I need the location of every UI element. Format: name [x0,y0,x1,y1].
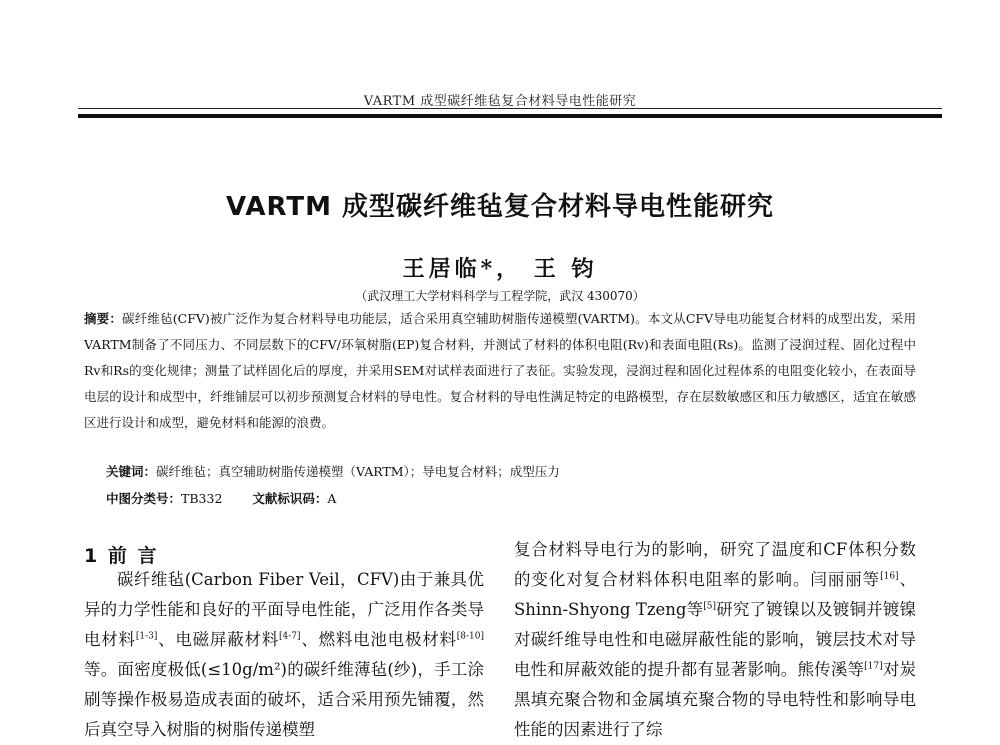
left-text-4: 等。面密度极低(≤10g/m²)的碳纤维薄毡(纱)，手工涂刷等操作极易造成表面的破坏，适合采用预先铺覆，然后真空导入树脂的树脂传递模塑 [84,660,484,739]
citation: [16] [880,571,899,582]
right-text-4: 对炭黑填充聚合物和金属填充聚合物的导电特性和影响导电性能的因素进行了综 [514,660,917,739]
doc-code-value: A [327,491,337,506]
paper-authors: 王居临*， 王 钧 [402,256,598,282]
left-text-1: 碳纤维毡(Carbon Fiber Veil，CFV)由于兼具优异的力学性能和良好的平面导电性能，广泛用作各类导电材料 [84,570,484,649]
classification [106,489,916,507]
body-right-column [514,535,916,745]
citation: [1-3] [135,631,158,642]
keywords [106,462,916,480]
right-text-1: 复合材料导电行为的影响，研究了温度和CF体积分数的变化对复合材料体积电阻率的影响。闫丽丽等 [514,540,916,589]
abstract [84,306,916,436]
paper-title: VARTM 成型碳纤维毡复合材料导电性能研究 [226,192,774,222]
abstract-text: 碳纤维毡(CFV)被广泛作为复合材料导电功能层，适合采用真空辅助树脂传递模塑(VARTM)。本文从CFV导电功能复合材料的成型出发，采用VARTM制备了不同压力、不同层数下的CFV/环氧树脂(EP)复合材料，并测试了材料的体积电阻(Rv)和表面电阻(Rs)。监测了浸润过程、固化过程中Rv和Rs的变化规律；测量了试样固化后的厚度，并采用SEM对试样表面进行了表征。实验发现，浸润过程和固化过程体系的电阻变化较小，在表面导电层的设计和成型中，纤维铺层可以初步预测复合材料的导电性。复合材料的导电性满足特定的电路模型，存在层数敏感区和压力敏感区，适宜在敏感区进行设计和成型，避免材料和能源的浪费。 [84,311,916,430]
clc-value: TB332 [181,491,223,506]
citation: [17] [864,661,883,672]
body-left-column [84,565,484,745]
left-text-3: 、燃料电池电极材料 [300,630,457,649]
running-head: VARTM 成型碳纤维毡复合材料导电性能研究 [363,94,637,109]
citation: [4-7] [279,631,301,642]
section-heading: 1 前 言 [84,545,159,567]
abstract-label: 摘要： [84,311,123,326]
keywords-label: 关键词： [106,464,157,479]
citation: [8-10] [456,631,485,642]
right-text-2: 、Shinn-Shyong Tzeng等 [514,570,917,619]
clc-label: 中图分类号： [106,491,182,506]
header-rule-thick [78,114,942,118]
right-text-3: 研究了镀镍以及镀铜并镀镍对碳纤维导电性和电磁屏蔽性能的影响，镀层技术对导电性和屏蔽效能的提升都有显著影响。熊传溪等 [514,600,916,679]
paper-affiliation: （武汉理工大学材料科学与工程学院，武汉 430070） [355,289,645,303]
citation: [5] [703,601,717,612]
doc-code-label: 文献标识码： [252,491,328,506]
header-rule-thin [78,108,942,109]
left-text-2: 、电磁屏蔽材料 [157,630,280,649]
keywords-text: 碳纤维毡；真空辅助树脂传递模塑（VARTM）；导电复合材料；成型压力 [156,464,560,479]
